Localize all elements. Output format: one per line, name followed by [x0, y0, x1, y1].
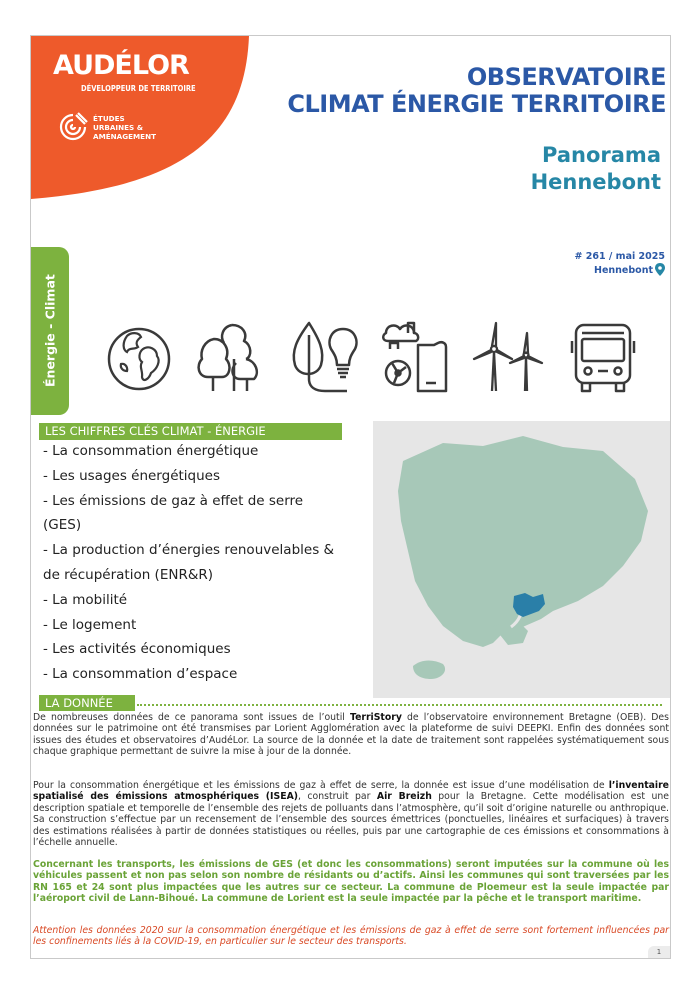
audelor-logo[interactable]: AUDÉLOR — [53, 50, 189, 81]
urban-studies-icon — [58, 112, 88, 142]
trees-icon — [192, 319, 272, 394]
list-item: - Les émissions de gaz à effet de serre — [43, 492, 304, 509]
bus-icon — [568, 319, 638, 394]
wind-turbines-icon — [470, 319, 550, 394]
section-side-tab — [31, 247, 69, 415]
page-title: OBSERVATOIRE CLIMAT ÉNERGIE TERRITOIRE — [287, 63, 666, 118]
data-paragraph-1: De nombreuses données de ce panorama sont issues de l’outil TerriStory de l’observatoire environnement Bretagne (OEB). Des données sur le patrimoine ont été transmises par Lorient Agglomération avec la plateforme de suivi DEEPKI. Enfin des données sont issues des études et observatoires d’AudéLor. La source de la donnée et la date de traitement sont rappelées systématiquement sous chaque graphique permettant de suivre la mise à jour de la donnée. — [33, 712, 670, 758]
key-figures-heading: LES CHIFFRES CLÉS CLIMAT - ÉNERGIE — [39, 423, 342, 440]
factory-nuclear-icon — [378, 319, 458, 394]
audelor-tagline: DÉVELOPPEUR DE TERRITOIRE — [81, 84, 196, 93]
list-item: (GES) — [43, 517, 82, 534]
page — [30, 35, 671, 959]
list-item: - Le logement — [43, 616, 137, 633]
unit-name: ÉTUDES URBAINES & AMÉNAGEMENT — [93, 114, 156, 141]
key-figures-list — [43, 439, 363, 687]
leaf-bulb-icon — [285, 319, 365, 394]
transport-note: Concernant les transports, les émissions de GES (et donc les consommations) seront imputées sur la commune où les véhicules passent et non pas selon son nombre de résidants ou d’actifs. Ainsi les communes qui sont traversées par les RN 165 et 24 sont plus impactées que les autres sur ce secteur. La commune de Ploemeur est la seule impactée par l’aéroport civil de Lann-Bihoué. La commune de Lorient est la seule impactée par la pêche et le transport maritime. — [33, 859, 669, 905]
page-number: 1 — [648, 946, 670, 958]
list-item: de récupération (ENR&R) — [43, 566, 214, 583]
globe-icon — [105, 319, 175, 394]
side-tab-label: Énergie - Climat — [42, 274, 58, 388]
list-item: - Les activités économiques — [43, 641, 231, 658]
issue-info — [575, 250, 666, 277]
list-item: - La mobilité — [43, 591, 128, 608]
dotted-separator — [137, 704, 662, 706]
issue-location: Hennebont — [575, 263, 666, 277]
issue-number: # 261 / mai 2025 — [574, 251, 665, 262]
list-item: - La production d’énergies renouvelables & — [43, 542, 335, 559]
data-section-heading: LA DONNÉE — [39, 695, 135, 711]
data-paragraph-2: Pour la consommation énergétique et les émissions de gaz à effet de serre, la donnée est issue d’une modélisation de l’inventaire spatialisé des émissions atmosphériques (ISEA), construit par Air Breizh pour la Bretagne. Cette modélisation est une description spatiale et temporelle de l’ensemble des rejets de polluants dans l’atmosphère, qu’il soit d’origine naturelle ou anthropique. Sa construction s’effectue par un recensement de l’ensemble des sources émettrices (ponctuelles, linéaires et surfaciques) à travers des estimations réalisées à partir de données statistiques ou réelles, puis par une cartographie de ces émissions et consommations à l’échelle annuelle. — [33, 780, 669, 849]
list-item: - La consommation d’espace — [43, 666, 238, 683]
page-subtitle: Panorama Hennebont — [530, 143, 661, 194]
covid-warning: Attention les données 2020 sur la consommation énergétique et les émissions de gaz à effet de serre sont fortement influencées par les confinements liés à la COVID-19, en particulier sur le secteur des transports. — [33, 925, 669, 948]
location-pin-icon — [655, 263, 665, 276]
theme-icons-row — [105, 319, 635, 394]
list-item: - Les usages énergétiques — [43, 467, 221, 484]
location-map — [373, 421, 670, 698]
list-item: - La consommation énergétique — [43, 443, 259, 459]
